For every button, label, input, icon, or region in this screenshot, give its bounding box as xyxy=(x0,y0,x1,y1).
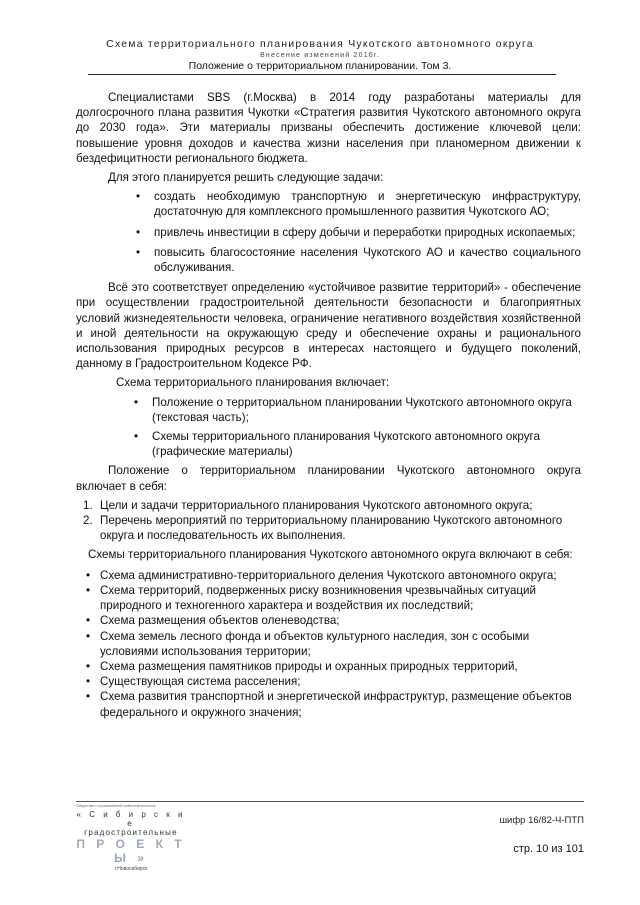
tasks-list xyxy=(76,189,581,275)
bullet-icon: • xyxy=(86,629,91,643)
header-subtitle: Внесение изменений 2016г. xyxy=(260,52,380,59)
list-item-text: создать необходимую транспортную и энергетическую инфраструктуру, достаточную для комплексного промышленного развития Чукотского АО; xyxy=(154,190,581,219)
bullet-icon: • xyxy=(86,675,91,689)
list-item-text: Схема размещения памятников природы и охранных природных территорий, xyxy=(100,659,518,673)
bullet-icon: • xyxy=(86,583,91,597)
company-logo xyxy=(76,804,186,872)
paragraph-tasks-intro: Для этого планируется решить следующие задачи: xyxy=(108,171,384,185)
list-item-text: Схема административно-территориального деления Чукотского автономного округа; xyxy=(100,568,557,582)
bullet-icon: • xyxy=(86,614,91,628)
list-item xyxy=(76,568,581,583)
list-item-text: Схема земель лесного фонда и объектов культурного наследия, зон с особыми условиями использования территории; xyxy=(100,629,530,658)
list-item xyxy=(76,189,581,219)
header-divider xyxy=(88,74,556,75)
list-item xyxy=(76,498,581,513)
list-item xyxy=(76,689,581,719)
list-number: 1. xyxy=(83,498,93,512)
list-item xyxy=(76,245,581,275)
list-item xyxy=(76,613,581,628)
list-item xyxy=(76,429,581,459)
document-body xyxy=(76,90,581,720)
bullet-icon: • xyxy=(136,190,141,204)
document-cipher: шифр 16/82-Ч-ПТП xyxy=(499,815,584,826)
list-item xyxy=(76,583,581,613)
bullet-icon: • xyxy=(136,245,141,259)
list-item xyxy=(76,513,581,543)
list-item xyxy=(76,674,581,689)
list-item-text: Схема развития транспортной и энергетической инфраструктур, размещение объектов федерального и окружного значения; xyxy=(100,690,572,719)
list-item xyxy=(76,629,581,659)
logo-line-2: градостроительные xyxy=(84,828,178,837)
includes-list xyxy=(76,395,581,460)
page-number: стр. 10 из 101 xyxy=(513,843,584,855)
schemes-list xyxy=(76,568,581,720)
bullet-icon: • xyxy=(86,568,91,582)
list-item xyxy=(76,395,581,425)
logo-city: г.Новосибирск xyxy=(114,866,148,872)
bullet-icon: • xyxy=(134,395,139,409)
bullet-icon: • xyxy=(136,225,141,239)
paragraph-position: Положение о территориальном планировании Чукотского автономного округа включает в себя: xyxy=(76,464,581,493)
footer-divider xyxy=(76,801,584,802)
list-item-text: повысить благосостояние населения Чукотского АО и качество социального обслуживания. xyxy=(154,245,581,275)
list-item-text: Схема территорий, подверженных риску возникновения чрезвычайных ситуаций природного и техногенного характера и воздействия их последствий; xyxy=(100,583,537,613)
list-item-text: Существующая система расселения; xyxy=(100,675,301,689)
header-volume: Положение о территориальном планировании. Том 3. xyxy=(188,60,452,72)
list-item xyxy=(76,659,581,674)
list-item-text: Схема размещения объектов оленеводства; xyxy=(100,614,340,628)
logo-company-type: Общество с ограниченной ответственностью xyxy=(76,804,156,808)
list-item-text: Цели и задачи территориального планирования Чукотского автономного округа; xyxy=(100,498,533,512)
bullet-icon: • xyxy=(134,430,139,444)
paragraph-sustainable: Всё это соответствует определению «устойчивое развитие территорий» - обеспечение при осуществлении градостроительной деятельности безопасности и благоприятных условий жизнедеятельности человека, ограничение негативного воздействия хозяйственной и иной деятельности на окружающую среду и обеспечение охраны и рационального использования природных ресурсов в интересах настоящего и будущего поколений, данному в Градостроительном Кодексе РФ. xyxy=(76,281,581,371)
list-item-text: Положение о территориальном планировании Чукотского автономного округа (текстовая часть); xyxy=(152,395,572,424)
position-list xyxy=(76,498,581,544)
bullet-icon: • xyxy=(86,659,91,673)
list-number: 2. xyxy=(83,514,93,528)
header-title: Схема территориального планирования Чукотского автономного округа xyxy=(106,38,534,50)
logo-line-3: П Р О Е К Т Ы » xyxy=(76,837,186,865)
paragraph-strategy: Специалистами SBS (г.Москва) в 2014 году разработаны материалы для долгосрочного плана развития Чукотки «Стратегия развития Чукотского автономного округа до 2030 года». Эти материалы призваны обеспечить достижение ключевой цели: повышение уровня доходов и качества жизни населения при планомерном движении к бездефицитности регионального бюджета. xyxy=(76,91,581,165)
paragraph-schemes-intro: Схемы территориального планирования Чукотского автономного округа включают в себя: xyxy=(88,548,573,562)
logo-line-1: « С и б и р с к и е xyxy=(76,810,186,828)
list-item-text: привлечь инвестиции в сферу добычи и переработки природных ископаемых; xyxy=(154,225,576,239)
list-item xyxy=(76,225,581,240)
paragraph-includes-intro: Схема территориального планирования включает: xyxy=(116,376,390,390)
list-item-text: Схемы территориального планирования Чукотского автономного округа (графические материалы) xyxy=(152,430,540,459)
list-item-text: Перечень мероприятий по территориальному планированию Чукотского автономного округа и последовательность их выполнения. xyxy=(100,514,563,543)
bullet-icon: • xyxy=(86,690,91,704)
